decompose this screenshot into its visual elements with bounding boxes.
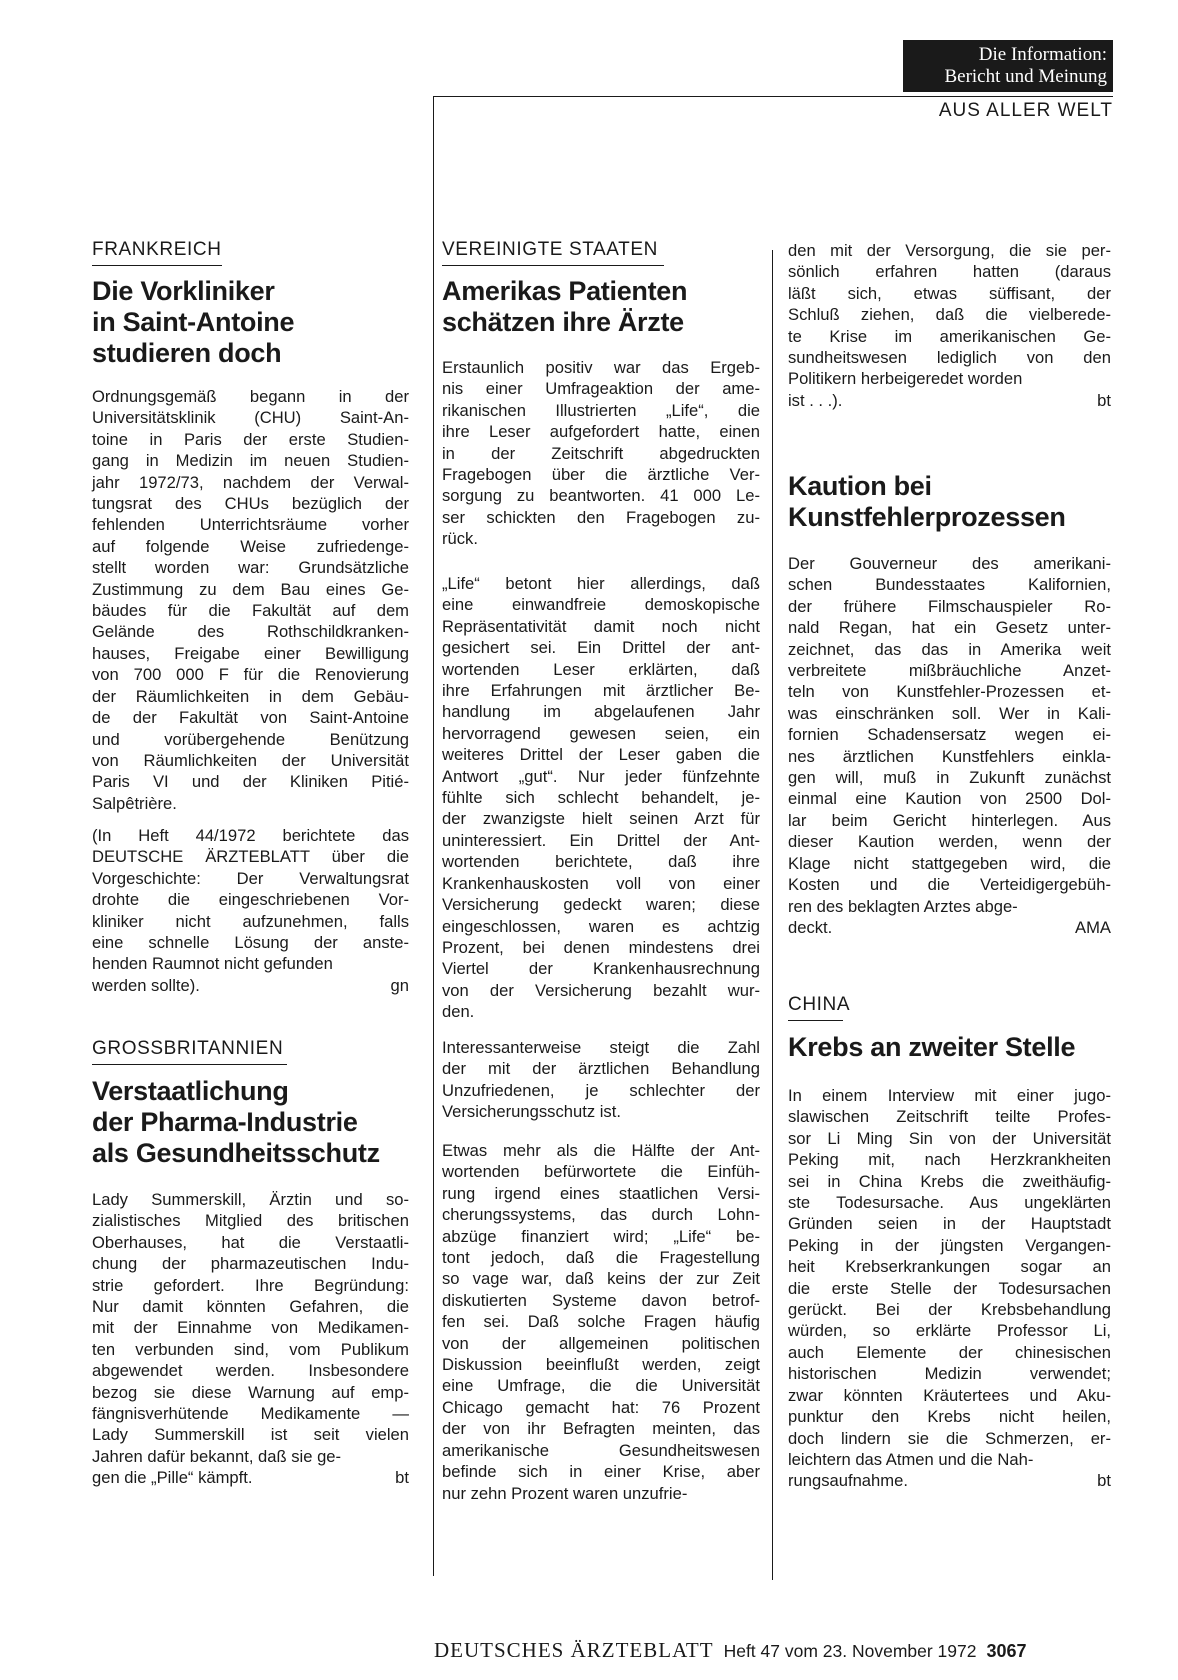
text-line: eingeschlossen, waren es achtzig	[442, 916, 760, 936]
text-line: tont jedoch, daß die Fragestellung	[442, 1248, 760, 1268]
paragraph	[92, 1189, 409, 1467]
closing-text: ist . . .).	[788, 391, 843, 410]
issue-info: Heft 47 vom 23. November 1972	[723, 1641, 977, 1661]
text-line: gang in Medizin im neuen Studien-	[92, 451, 409, 471]
text-line: Chicago gemacht hat: 76 Prozent	[442, 1397, 760, 1417]
country-label-frankreich: FRANKREICH	[92, 239, 222, 260]
text-line: lar beim Gericht hinterlegen. Aus	[788, 810, 1111, 830]
country-label-china: CHINA	[788, 994, 851, 1015]
text-line: wortenden Leser erklärten, daß	[442, 659, 760, 679]
text-line: toine in Paris der erste Studien-	[92, 429, 409, 449]
journal-name: DEUTSCHES ÄRZTEBLATT	[434, 1638, 714, 1662]
text-line: wortenden befürwortete die Einfüh-	[442, 1162, 760, 1182]
paragraph	[92, 386, 409, 814]
headline-line: Amerikas Patienten	[442, 276, 688, 306]
text-line: Jahren dafür bekannt, daß sie ge-	[92, 1446, 342, 1466]
text-line: henden Raumnot nicht gefunden	[92, 954, 333, 974]
text-line: und vorübergehende Benützung	[92, 729, 409, 749]
text-line: Universitätsklinik (CHU) Saint-An-	[92, 408, 409, 428]
text-line: gesichert sei. Ein Drittel der ant-	[442, 638, 760, 658]
text-line: Peking in der jüngsten Vergangen-	[788, 1235, 1111, 1255]
text-line: Klage nicht stattgegeben wird, die	[788, 853, 1111, 873]
text-line: gen will, muß in Zukunft zunächst	[788, 768, 1111, 788]
text-line: Oberhauses, hat die Verstaatli-	[92, 1232, 409, 1252]
paragraph	[442, 1037, 760, 1123]
text-line: eine schnelle Lösung der anste-	[92, 933, 409, 953]
text-line: nes ärztlichen Kunstfehlers einkla-	[788, 746, 1111, 766]
text-line: ihre Erfahrungen mit ärztlicher Be-	[442, 681, 760, 701]
text-line: doch lindern sie die Schmerzen, er-	[788, 1428, 1111, 1448]
text-line: Kosten und die Verteidigergebüh-	[788, 875, 1111, 895]
text-line: nur zehn Prozent waren unzufrie-	[442, 1483, 688, 1503]
headline-grossbritannien	[92, 1076, 409, 1169]
paragraph-continued	[788, 240, 1111, 390]
page-number: 3067	[986, 1641, 1027, 1661]
text-line: sönlich erfahren hatten (daraus	[788, 262, 1111, 282]
headline-line: der Pharma-Industrie	[92, 1107, 358, 1137]
text-line: nis einer Umfrageaktion der ame-	[442, 379, 760, 399]
country-underline	[788, 1020, 843, 1021]
text-line: verbreitete mißbräuchliche Anzet-	[788, 661, 1111, 681]
text-line: läßt sich, etwas süffisant, der	[788, 283, 1111, 303]
author-signature: bt	[395, 1468, 409, 1487]
text-line: Lady Summerskill ist seit vielen	[92, 1425, 409, 1445]
text-line: von 700 000 F für die Renovierung	[92, 665, 409, 685]
text-line: ren des beklagten Arztes abge-	[788, 896, 1018, 916]
text-line: Politikern herbeigeredet worden	[788, 369, 1023, 389]
headline-line: Kunstfehlerprozessen	[788, 502, 1066, 532]
text-line: fehlenden Unterrichtsräume vorher	[92, 515, 409, 535]
column-divider-left	[433, 96, 434, 1576]
text-line: Repräsentativität damit noch nicht	[442, 616, 760, 636]
rubric-box	[903, 40, 1113, 92]
text-line: rikanischen Illustrierten „Life“, die	[442, 400, 760, 420]
text-line: Antwort „gut“. Nur jeder fünfzehnte	[442, 766, 760, 786]
text-line: abzüge finanziert wird; „Life“ be-	[442, 1226, 760, 1246]
headline-line: Die Vorkliniker	[92, 276, 275, 306]
headline-line: als Gesundheitsschutz	[92, 1138, 380, 1168]
closing-text: rungsaufnahme.	[788, 1471, 908, 1490]
text-line: ser schickten den Fragebogen zu-	[442, 507, 760, 527]
text-line: Vorgeschichte: Der Verwaltungsrat	[92, 868, 409, 888]
closing-line	[788, 917, 1111, 938]
text-line: sor Li Ming Sin von der Universität	[788, 1128, 1111, 1148]
text-line: cherungssystems, das durch Lohn-	[442, 1205, 760, 1225]
text-line: Versicherungsschutz ist.	[442, 1102, 621, 1122]
text-line: der zwanzigste hielt seinen Arzt für	[442, 809, 760, 829]
text-line: auch Elemente der chinesischen	[788, 1342, 1111, 1362]
headline-china	[788, 1032, 1111, 1063]
text-line: der Räumlichkeiten in dem Gebäu-	[92, 686, 409, 706]
text-line: Zustimmung zu dem Bau eines Ge-	[92, 579, 409, 599]
text-line: „Life“ betont hier allerdings, daß	[442, 574, 760, 593]
text-line: In einem Interview mit einer jugo-	[788, 1086, 1111, 1105]
closing-line	[788, 390, 1111, 411]
text-line: in der Zeitschrift abgedruckten	[442, 443, 760, 463]
text-line: fühlte sich schlecht behandelt, je-	[442, 788, 760, 808]
text-line: würden, so erklärte Professor Li,	[788, 1321, 1111, 1341]
text-line: sorgung zu beantworten. 41 000 Le-	[442, 486, 760, 506]
text-line: te Krise im amerikanischen Ge-	[788, 326, 1111, 346]
text-line: strie gefordert. Ihre Begründung:	[92, 1275, 409, 1295]
paragraph	[442, 357, 760, 550]
closing-text: gen die „Pille“ kämpft.	[92, 1468, 253, 1487]
country-label-grossbritannien: GROSSBRITANNIEN	[92, 1038, 284, 1059]
country-underline	[442, 265, 664, 266]
country-label-vereinigte-staaten: VEREINIGTE STAATEN	[442, 239, 658, 260]
headline-kaution	[788, 471, 1111, 533]
author-signature: AMA	[1075, 918, 1111, 937]
text-line: von der Versicherung bezahlt wur-	[442, 980, 760, 1000]
text-line: von Räumlichkeiten der Universität	[92, 750, 409, 770]
text-line: stellt worden war: Grundsätzliche	[92, 558, 409, 578]
text-line: weiteres Drittel der Leser gaben die	[442, 745, 760, 765]
text-line: sei in China Krebs die zweithäufig-	[788, 1171, 1111, 1191]
closing-text: werden sollte).	[92, 976, 200, 995]
text-line: zialistisches Mitglied des britischen	[92, 1211, 409, 1231]
text-line: hauses, Freigabe einer Bewilligung	[92, 643, 409, 663]
text-line: Nur damit könnten Gefahren, die	[92, 1297, 409, 1317]
text-line: ten verbunden sind, vom Publikum	[92, 1339, 409, 1359]
text-line: der von ihr Befragten meinten, das	[442, 1419, 760, 1439]
text-line: teln von Kunstfehler-Prozessen et-	[788, 682, 1111, 702]
text-line: DEUTSCHE ÄRZTEBLATT über die	[92, 847, 409, 867]
text-line: rung irgend eines staatlichen Versi-	[442, 1183, 760, 1203]
text-line: diskutierten Systeme davon betrof-	[442, 1290, 760, 1310]
text-line: die erste Stelle der Todesursachen	[788, 1278, 1111, 1298]
text-line: de der Fakultät von Saint-Antoine	[92, 708, 409, 728]
text-line: fornien Schadensersatz wegen ei-	[788, 725, 1111, 745]
text-line: Diskussion beeinflußt werden, zeigt	[442, 1355, 760, 1375]
text-line: hervorragend gewesen seien, ein	[442, 723, 760, 743]
text-line: Schluß ziehen, daß die vielberede-	[788, 305, 1111, 325]
text-line: rück.	[442, 529, 478, 549]
text-line: (In Heft 44/1972 berichtete das	[92, 826, 409, 845]
country-underline	[92, 265, 222, 266]
paragraph	[442, 1140, 760, 1504]
text-line: abgewendet werden. Insbesondere	[92, 1361, 409, 1381]
country-underline	[92, 1064, 287, 1065]
text-line: eine Umfrage, die die Universität	[442, 1376, 760, 1396]
text-line: Paris VI und der Kliniken Pitié-	[92, 772, 409, 792]
text-line: heit Krebserkrankungen sogar an	[788, 1257, 1111, 1277]
text-line: Der Gouverneur des amerikani-	[788, 554, 1111, 573]
text-line: Krankenhauskosten voll von einer	[442, 873, 760, 893]
text-line: der mit der ärztlichen Behandlung	[442, 1059, 760, 1079]
rubric-line-1: Die Information:	[978, 44, 1107, 65]
text-line: den.	[442, 1002, 475, 1022]
closing-text: deckt.	[788, 918, 833, 937]
headline-vereinigte-staaten	[442, 276, 760, 338]
text-line: punktur den Krebs nicht heilen,	[788, 1407, 1111, 1427]
text-line: wortenden berichtete, daß ihre	[442, 852, 760, 872]
text-line: Peking mit, nach Herzkrankheiten	[788, 1150, 1111, 1170]
text-line: ste Todesursache. Aus ungeklärten	[788, 1193, 1111, 1213]
text-line: der frühere Filmschauspieler Ro-	[788, 596, 1111, 616]
text-line: slawischen Zeitschrift teilte Profes-	[788, 1107, 1111, 1127]
text-line: Gründen seien in der Hauptstadt	[788, 1214, 1111, 1234]
text-line: Fragebogen über die ärztliche Ver-	[442, 465, 760, 485]
paragraph	[442, 573, 760, 1023]
text-line: von der allgemeinen politischen	[442, 1333, 760, 1353]
text-line: Erstaunlich positiv war das Ergeb-	[442, 358, 760, 377]
headline-line: Krebs an zweiter Stelle	[788, 1032, 1076, 1062]
text-line: befinde sich in einer Krise, aber	[442, 1462, 760, 1482]
headline-line: Verstaatlichung	[92, 1076, 289, 1106]
text-line: bäudes für die Fakultät auf dem	[92, 601, 409, 621]
text-line: Viertel der Krankenhausrechnung	[442, 959, 760, 979]
text-line: bezog sie diese Warnung auf emp-	[92, 1382, 409, 1402]
headline-line: in Saint-Antoine	[92, 307, 295, 337]
text-line: kliniker nicht aufzunehmen, falls	[92, 911, 409, 931]
text-line: Gelände des Rothschildkranken-	[92, 622, 409, 642]
headline-frankreich	[92, 276, 409, 369]
text-line: so vage war, daß keins der zur Zeit	[442, 1269, 760, 1289]
author-signature: bt	[1097, 1471, 1111, 1490]
text-line: sundheitswesen lediglich von den	[788, 348, 1111, 368]
text-line: fängnisverhütende Medikamente —	[92, 1404, 409, 1424]
text-line: uninteressiert. Ein Drittel der Ant-	[442, 830, 760, 850]
text-line: eine einwandfreie demoskopische	[442, 595, 760, 615]
text-line: chung der pharmazeutischen Indu-	[92, 1254, 409, 1274]
text-line: dieser Kaution werden, wenn der	[788, 832, 1111, 852]
text-line: gerückt. Bei der Krebsbehandlung	[788, 1300, 1111, 1320]
text-line: zeichnet, das das in Amerika weit	[788, 639, 1111, 659]
text-line: fen sei. Daß solche Fragen häufig	[442, 1312, 760, 1332]
text-line: jahr 1972/73, nachdem der Verwal-	[92, 472, 409, 492]
text-line: zwar könnten Kräutertees und Aku-	[788, 1385, 1111, 1405]
text-line: Ordnungsgemäß begann in der	[92, 387, 409, 406]
author-signature: gn	[390, 976, 409, 995]
text-line: Prozent, bei denen mindestens drei	[442, 937, 760, 957]
headline-line: schätzen ihre Ärzte	[442, 307, 684, 337]
headline-line: studieren doch	[92, 338, 282, 368]
text-line: den mit der Versorgung, die sie per-	[788, 241, 1111, 260]
text-line: auf folgende Weise zufriedenge-	[92, 536, 409, 556]
text-line: einmal eine Kaution von 2500 Dol-	[788, 789, 1111, 809]
text-line: Salpêtrière.	[92, 793, 177, 813]
text-line: mit der Einnahme von Medikamen-	[92, 1318, 409, 1338]
text-line: Interessanterweise steigt die Zahl	[442, 1038, 760, 1057]
closing-line	[92, 1467, 409, 1488]
top-rule	[433, 96, 1113, 97]
section-label: AUS ALLER WELT	[938, 100, 1113, 121]
text-line: Versicherung gedeckt waren; diese	[442, 895, 760, 915]
column-divider-right	[772, 250, 773, 1580]
page-footer	[434, 1638, 1114, 1663]
closing-line	[788, 1470, 1111, 1491]
paragraph	[788, 553, 1111, 917]
text-line: Unzufriedenen, je schlechter der	[442, 1080, 760, 1100]
text-line: ihre Leser aufgefordert hatte, einen	[442, 422, 760, 442]
text-line: drohte die eingeschriebenen Vor-	[92, 890, 409, 910]
paragraph	[92, 825, 409, 975]
paragraph	[788, 1085, 1111, 1470]
rubric-line-2: Bericht und Meinung	[944, 66, 1107, 87]
text-line: Lady Summerskill, Ärztin und so-	[92, 1190, 409, 1209]
text-line: was einschränken soll. Wer in Kali-	[788, 703, 1111, 723]
text-line: Etwas mehr als die Hälfte der Ant-	[442, 1141, 760, 1160]
closing-line	[92, 975, 409, 996]
text-line: handlung im abgelaufenen Jahr	[442, 702, 760, 722]
text-line: amerikanische Gesundheitswesen	[442, 1440, 760, 1460]
text-line: leichtern das Atmen und die Nah-	[788, 1449, 1034, 1469]
text-line: historischen Medizin verwendet;	[788, 1364, 1111, 1384]
text-line: tungsrat des CHUs bezüglich der	[92, 494, 409, 514]
text-line: nald Regan, hat ein Gesetz unter-	[788, 618, 1111, 638]
author-signature: bt	[1097, 391, 1111, 410]
headline-line: Kaution bei	[788, 471, 932, 501]
text-line: schen Bundesstaates Kalifornien,	[788, 575, 1111, 595]
